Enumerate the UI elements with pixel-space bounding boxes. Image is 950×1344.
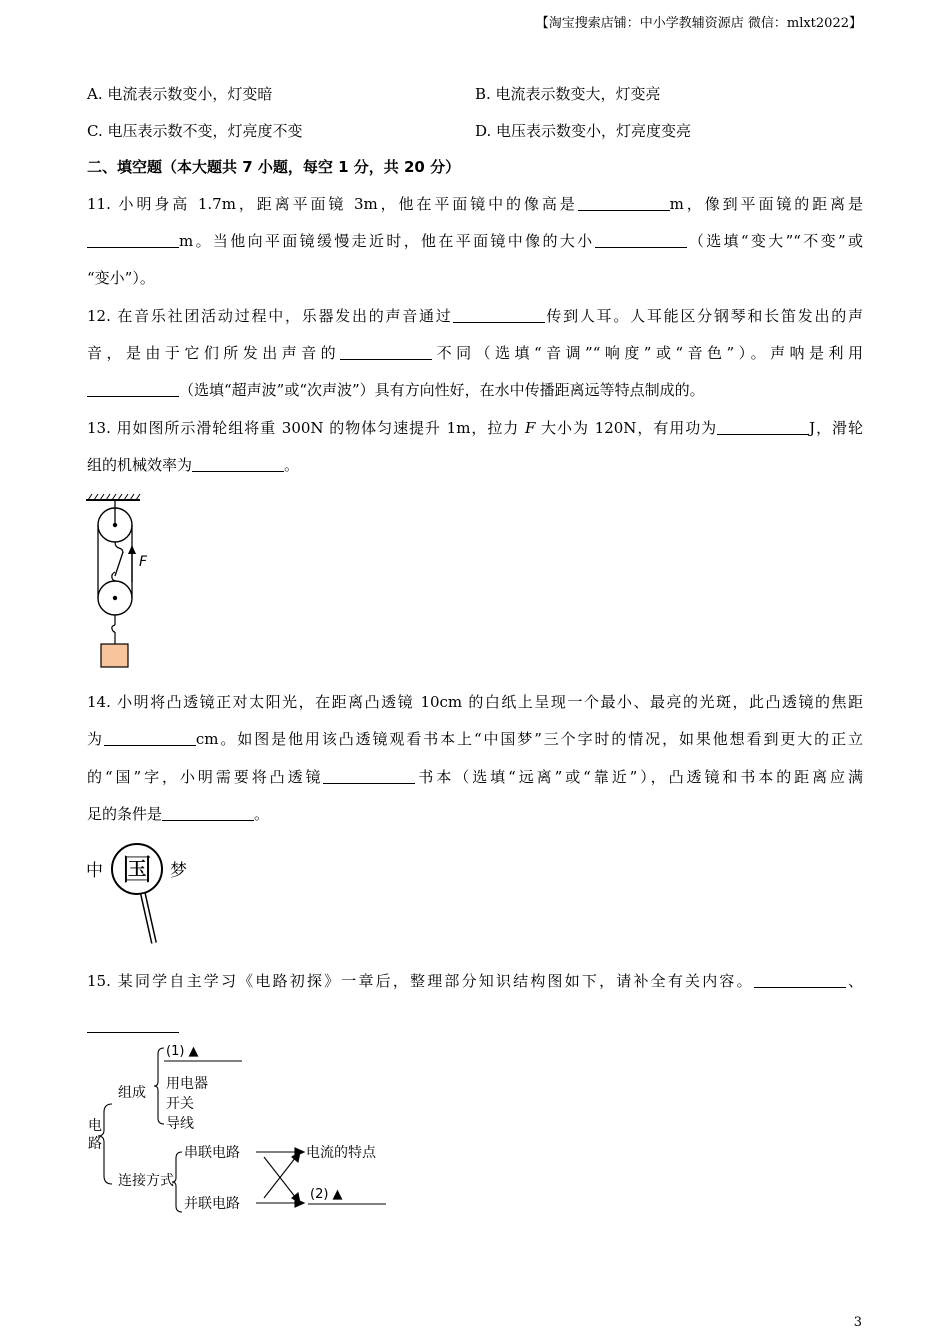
q14-text-2: cm。如图是他用该凸透镜观看书本上“中国梦”三个字时的情况，如果他想看到更大的正立 (195, 730, 863, 748)
q11-text-4: （选填“变大”“不变”或 (686, 232, 863, 250)
current-characteristics: 电流的特点 (306, 1145, 376, 1161)
answer-blank (87, 232, 179, 248)
q15-text-3: 、 (845, 972, 863, 990)
option-a: A. 电流表示数变小，灯变暗 (87, 85, 273, 103)
answer-blank (717, 419, 809, 435)
q14-line1: 14. 小明将凸透镜正对太阳光，在距离凸透镜 10cm 的白纸上呈现一个最小、最亮的光斑，此凸透镜的焦距 (87, 693, 863, 711)
q12-text-3: 音，是由于它们所发出声音的 (87, 344, 341, 362)
blank-item-2: (2) ▲ (310, 1187, 343, 1202)
q15-line2 (87, 1016, 863, 1036)
item-appliance: 用电器 (166, 1076, 208, 1092)
force-label: F (139, 554, 148, 570)
option-b: B. 电流表示数变大，灯变亮 (475, 85, 661, 103)
q11-line2 (87, 231, 863, 251)
q14-text-5: 足的条件是 (87, 805, 163, 823)
answer-blank (87, 381, 179, 397)
answer-blank (323, 768, 415, 784)
q11-text-1: 11. 小明身高 1.7m，距离平面镜 3m，他在平面镜中的像高是 (87, 195, 578, 213)
item-switch: 开关 (166, 1096, 194, 1112)
q15-text-1: 15. 某同学自主学习《电路初探》一章后，整理部分知识结构图如下，请补全有关内容 (87, 972, 737, 990)
arrow-up-icon (128, 545, 136, 554)
pulley-figure (82, 490, 172, 672)
answer-blank (578, 195, 670, 211)
char-center: 国 (122, 853, 152, 888)
q12-text-2: 传到人耳。人耳能区分钢琴和长笛发出的声 (544, 307, 863, 325)
answer-blank (87, 1017, 179, 1033)
page-header: 【淘宝搜索店铺：中小学教辅资源店 微信：mlxt2022】 (535, 16, 862, 31)
q14-line2 (87, 729, 863, 749)
char-right: 梦 (170, 861, 187, 881)
option-c: C. 电压表示数不变，灯亮度不变 (87, 122, 303, 140)
answer-blank (453, 307, 545, 323)
item-wire: 导线 (166, 1116, 194, 1132)
answer-blank (754, 972, 846, 988)
circuit-structure-diagram (82, 1042, 402, 1222)
branch-connection: 连接方式 (118, 1173, 174, 1189)
q13-line1 (87, 418, 863, 438)
force-symbol: F (524, 419, 536, 437)
q13-text-4: 组的机械效率为 (87, 456, 193, 474)
q12-text-5: （选填“超声波”或“次声波”）具有方向性好，在水中传播距离远等特点制成的。 (179, 381, 705, 399)
page-number: 3 (853, 1315, 862, 1330)
answer-blank (162, 805, 254, 821)
section-title: 二、填空题（本大题共 7 小题，每空 1 分，共 20 分） (87, 158, 461, 176)
q11-line3: “变小”）。 (87, 269, 155, 287)
weight-block (101, 644, 128, 667)
q13-text-5: 。 (284, 456, 300, 474)
series-circuit: 串联电路 (184, 1145, 240, 1161)
root-char-1: 电 (88, 1118, 102, 1134)
q11-text-2: m，像到平面镜的距离是 (669, 195, 863, 213)
q14-text-6: 。 (254, 805, 270, 823)
q14-text-3: 的“国”字，小明需要将凸透镜 (87, 768, 324, 786)
magnifier-figure (82, 838, 202, 950)
q12-line2 (87, 343, 863, 363)
q11-line1 (87, 194, 863, 214)
option-d: D. 电压表示数变小，灯亮度变亮 (475, 122, 692, 140)
q12-text-1: 12. 在音乐社团活动过程中，乐器发出的声音通过 (87, 307, 453, 325)
q13-line2 (87, 455, 863, 475)
parallel-circuit: 并联电路 (184, 1196, 240, 1212)
q14-line3 (87, 767, 863, 787)
answer-blank (340, 344, 432, 360)
answer-blank (104, 730, 196, 746)
q13-text-3: J，滑轮 (809, 419, 864, 437)
q12-line3 (87, 380, 863, 400)
q11-text-3: m。当他向平面镜缓慢走近时，他在平面镜中像的大小 (179, 232, 595, 250)
q12-text-4: 不同（选填“音调”“响度”或“音色”）。声呐是利用 (432, 344, 863, 362)
char-left: 中 (86, 861, 103, 881)
blank-item-1: (1) ▲ (166, 1044, 199, 1059)
q14-text-4: 书本（选填“远离”或“靠近”），凸透镜和书本的距离应满 (415, 768, 863, 786)
branch-composition: 组成 (118, 1085, 146, 1101)
root-char-2: 路 (88, 1136, 102, 1152)
q15-line1 (87, 971, 863, 991)
q14-text-1: 为 (87, 730, 104, 748)
q15-text-2: 。 (736, 972, 754, 990)
answer-blank (192, 456, 284, 472)
q12-line1 (87, 306, 863, 326)
answer-blank (595, 232, 687, 248)
q13-text-2: 大小为 120N，有用功为 (535, 419, 718, 437)
q13-text-1: 13. 用如图所示滑轮组将重 300N 的物体匀速提升 1m，拉力 (87, 419, 525, 437)
q14-line4 (87, 804, 863, 824)
